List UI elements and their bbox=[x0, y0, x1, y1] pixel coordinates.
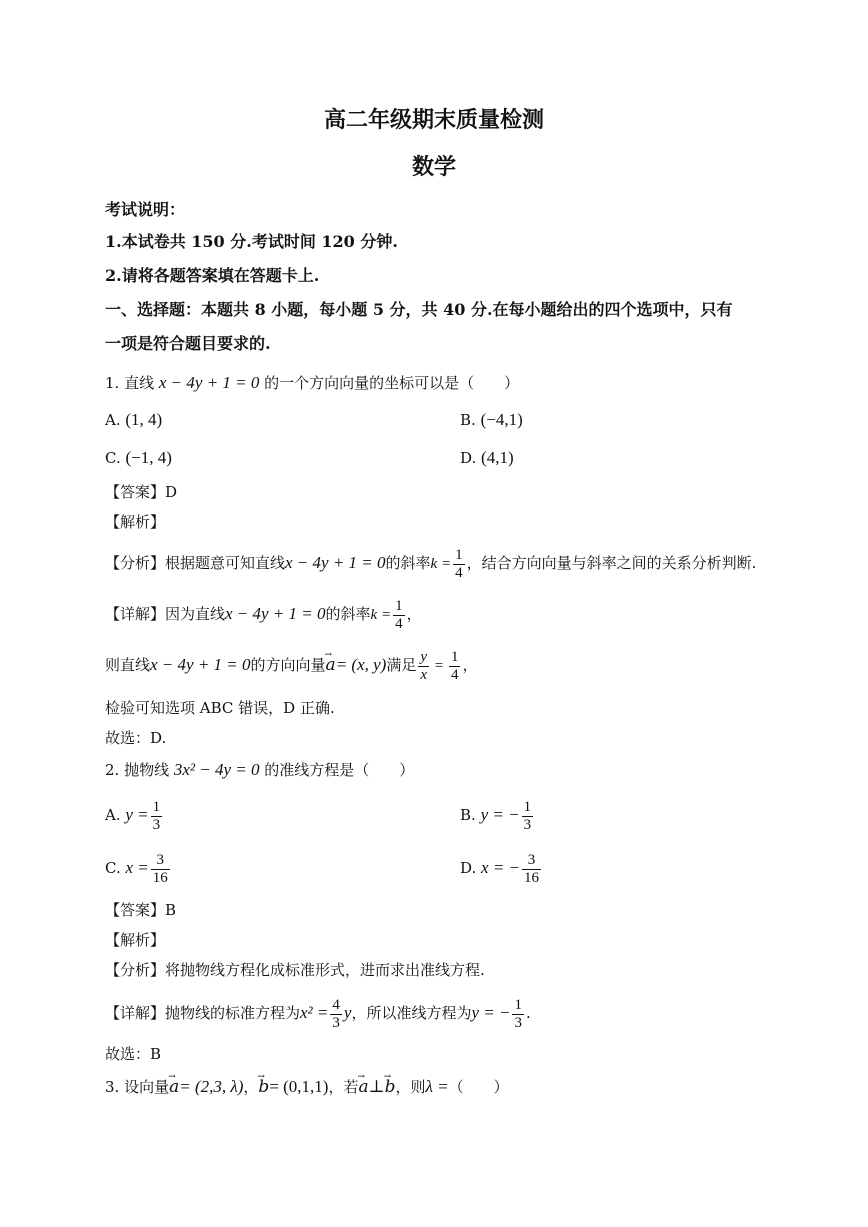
q1-detail-line-2: 则直线x − 4y + 1 = 0的方向向量→ a= (x, y)满足 $\frac{y}{x}$ = $\frac{1}{4}$ ， bbox=[105, 645, 478, 685]
q1-pick: 故选：D. bbox=[105, 729, 167, 747]
q2-pick: 故选：B bbox=[105, 1045, 162, 1063]
notes-line-1: 1.本试卷共 150 分.考试时间 120 分钟. bbox=[105, 232, 398, 251]
q2-equation: 3x² − 4y = 0 bbox=[173, 760, 260, 779]
notes-heading: 考试说明： bbox=[105, 200, 186, 219]
q1-stem-tail: 的一个方向向量的坐标可以是（ ） bbox=[264, 374, 520, 392]
vector-b: → b bbox=[385, 1077, 396, 1097]
q1-analysis-fraction: $\frac{1}{4}$ bbox=[455, 546, 463, 581]
q1-stem bbox=[105, 373, 519, 393]
vector-a: → a bbox=[359, 1077, 369, 1097]
q1-option-b: B. (−4,1) bbox=[460, 410, 523, 429]
q2-analysis: 【分析】将抛物线方程化成标准形式，进而求出准线方程. bbox=[105, 961, 485, 979]
q1-detail-fraction: $\frac{1}{4}$ bbox=[395, 597, 403, 632]
q1-detail: 【详解】因为直线x − 4y + 1 = 0的斜率k = $\frac{1}{4}$ ， bbox=[105, 597, 422, 632]
q1-option-a: A. (1, 4) bbox=[105, 410, 163, 429]
q1-analysis: 【分析】根据题意可知直线x − 4y + 1 = 0的斜率k = $\frac{1}{4}$ ，结合方向向量与斜率之间的关系分析判断. bbox=[105, 546, 757, 581]
q2-stem: 2. 抛物线 3x² − 4y = 0 的准线方程是（ ） bbox=[105, 760, 415, 779]
page-title: 高二年级期末质量检测 bbox=[323, 107, 544, 133]
q2-option-a: A. y = $\frac{1}{3}$ bbox=[105, 798, 161, 833]
notes-line-2: 2.请将各题答案填在答题卡上. bbox=[105, 266, 320, 285]
q3-stem: 3. 设向量→ a= (2,3, λ)，→ b= (0,1,1)，若→ a⊥→ b，则λ =（ ） bbox=[105, 1077, 509, 1097]
section-1-line-1: 一、选择题：本题共 8 小题，每小题 5 分，共 40 分.在每小题给出的四个选项中，只有 bbox=[105, 300, 733, 319]
q1-quarter-fraction: $\frac{1}{4}$ bbox=[450, 648, 459, 683]
q2-option-c: C. x = $\frac{3}{16}$ bbox=[105, 851, 168, 886]
q2-option-d: D. x = − $\frac{3}{16}$ bbox=[460, 851, 540, 886]
q1-number: 1. 直线 bbox=[105, 374, 155, 392]
q1-option-c: C. (−1, 4) bbox=[105, 448, 172, 467]
q2-answer: 【答案】B bbox=[105, 901, 177, 919]
q2-jiexi: 【解析】 bbox=[105, 931, 166, 949]
vector-a: → a bbox=[169, 1077, 179, 1097]
q1-jiexi: 【解析】 bbox=[105, 513, 166, 531]
q1-check: 检验可知选项 ABC 错误，D 正确. bbox=[105, 699, 335, 717]
vector-a: → a bbox=[326, 645, 336, 685]
q1-equation: x − 4y + 1 = 0 bbox=[158, 373, 260, 392]
subject-title: 数学 bbox=[411, 154, 456, 180]
q2-detail: 【详解】抛物线的标准方程为x² = $\frac{4}{3}$ y，所以准线方程为y = − $\frac{1}{3}$ . bbox=[105, 996, 531, 1031]
q1-yx-fraction: $\frac{y}{x}$ bbox=[420, 648, 428, 683]
vector-b: → b bbox=[258, 1077, 269, 1097]
q1-option-d: D. (4,1) bbox=[460, 448, 514, 467]
q1-answer: 【答案】D bbox=[105, 483, 178, 501]
section-1-line-2: 一项是符合题目要求的. bbox=[105, 334, 271, 353]
q2-option-b: B. y = − $\frac{1}{3}$ bbox=[460, 798, 532, 833]
